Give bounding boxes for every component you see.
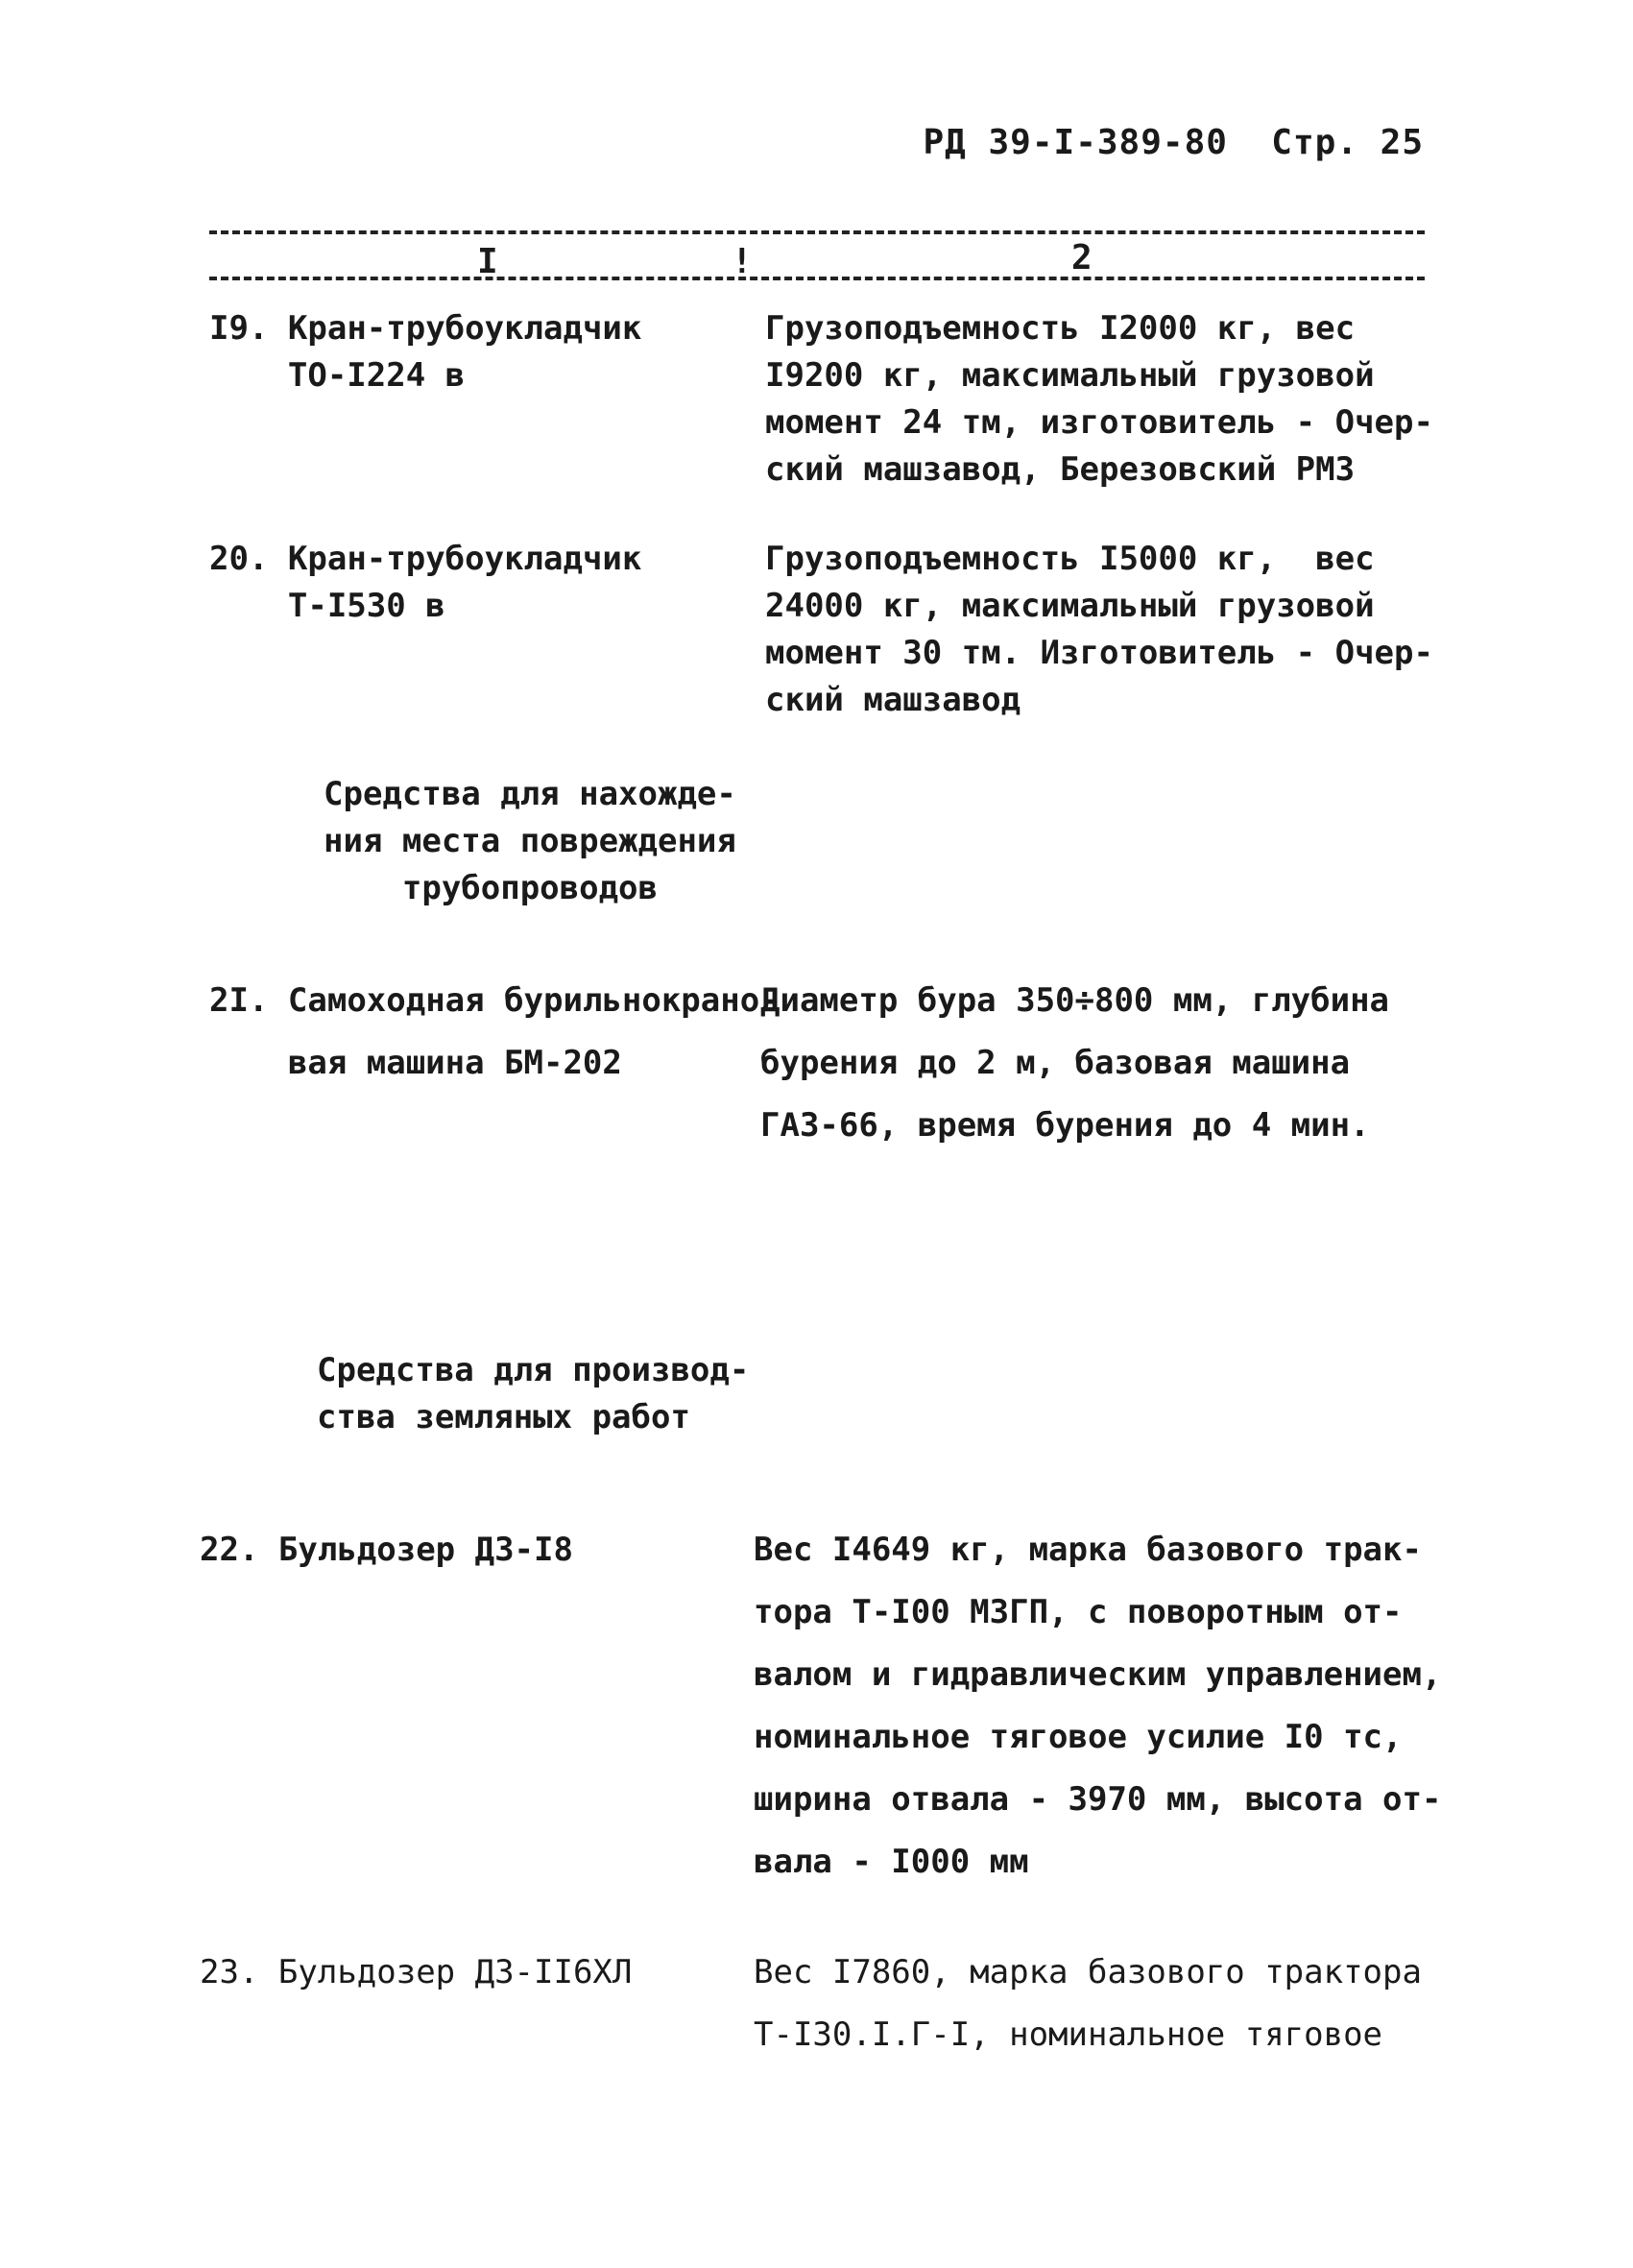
item-name: I9. Кран-трубоукладчик ТО-I224 в	[209, 309, 642, 395]
table-rule-top	[209, 230, 1425, 234]
item-description: Вес I4649 кг, марка базового трак- тора Т-I00 МЗГП, с поворотным от- валом и гидравлическим управлением, номинальное тяговое усилие I0 тс, ширина отвала - 3970 мм, высота от- вала - I000 мм	[754, 1531, 1442, 1881]
table-rule-bottom	[209, 277, 1425, 280]
item-description: Грузоподъемность I2000 кг, вес I9200 кг, максимальный грузовой момент 24 тм, изготовитель - Очер- ский машзавод, Березовский РМЗ	[765, 309, 1433, 489]
item-description: Грузоподъемность I5000 кг, вес 24000 кг, максимальный грузовой момент 30 тм. Изготовитель - Очер- ский машзавод	[765, 540, 1433, 719]
item-name: 23. Бульдозер ДЗ-II6ХЛ	[200, 1953, 633, 1991]
section-heading: Средства для производ- ства земляных работ	[317, 1351, 750, 1436]
column-1-number: I	[477, 242, 498, 281]
column-2-number: 2	[1071, 238, 1093, 277]
item-name: 2I. Самоходная бурильнокрано- вая машина БМ-202	[209, 981, 780, 1082]
item-name: 22. Бульдозер ДЗ-I8	[200, 1531, 573, 1569]
page-header	[923, 123, 1424, 162]
item-description: Вес I7860, марка базового трактора Т-I30.I.Г-I, номинальное тяговое	[754, 1953, 1422, 2054]
item-description: Диаметр бура 350÷800 мм, глубина бурения до 2 м, базовая машина ГАЗ-66, время бурения до 4 мин.	[760, 981, 1390, 1145]
column-separator: !	[732, 242, 753, 281]
item-name: 20. Кран-трубоукладчик Т-I530 в	[209, 540, 642, 625]
document-id: РД 39-I-389-80	[923, 123, 1228, 162]
page-number: Стр. 25	[1271, 123, 1424, 162]
section-heading: Средства для нахожде- ния места повреждения трубопроводов	[324, 775, 736, 907]
